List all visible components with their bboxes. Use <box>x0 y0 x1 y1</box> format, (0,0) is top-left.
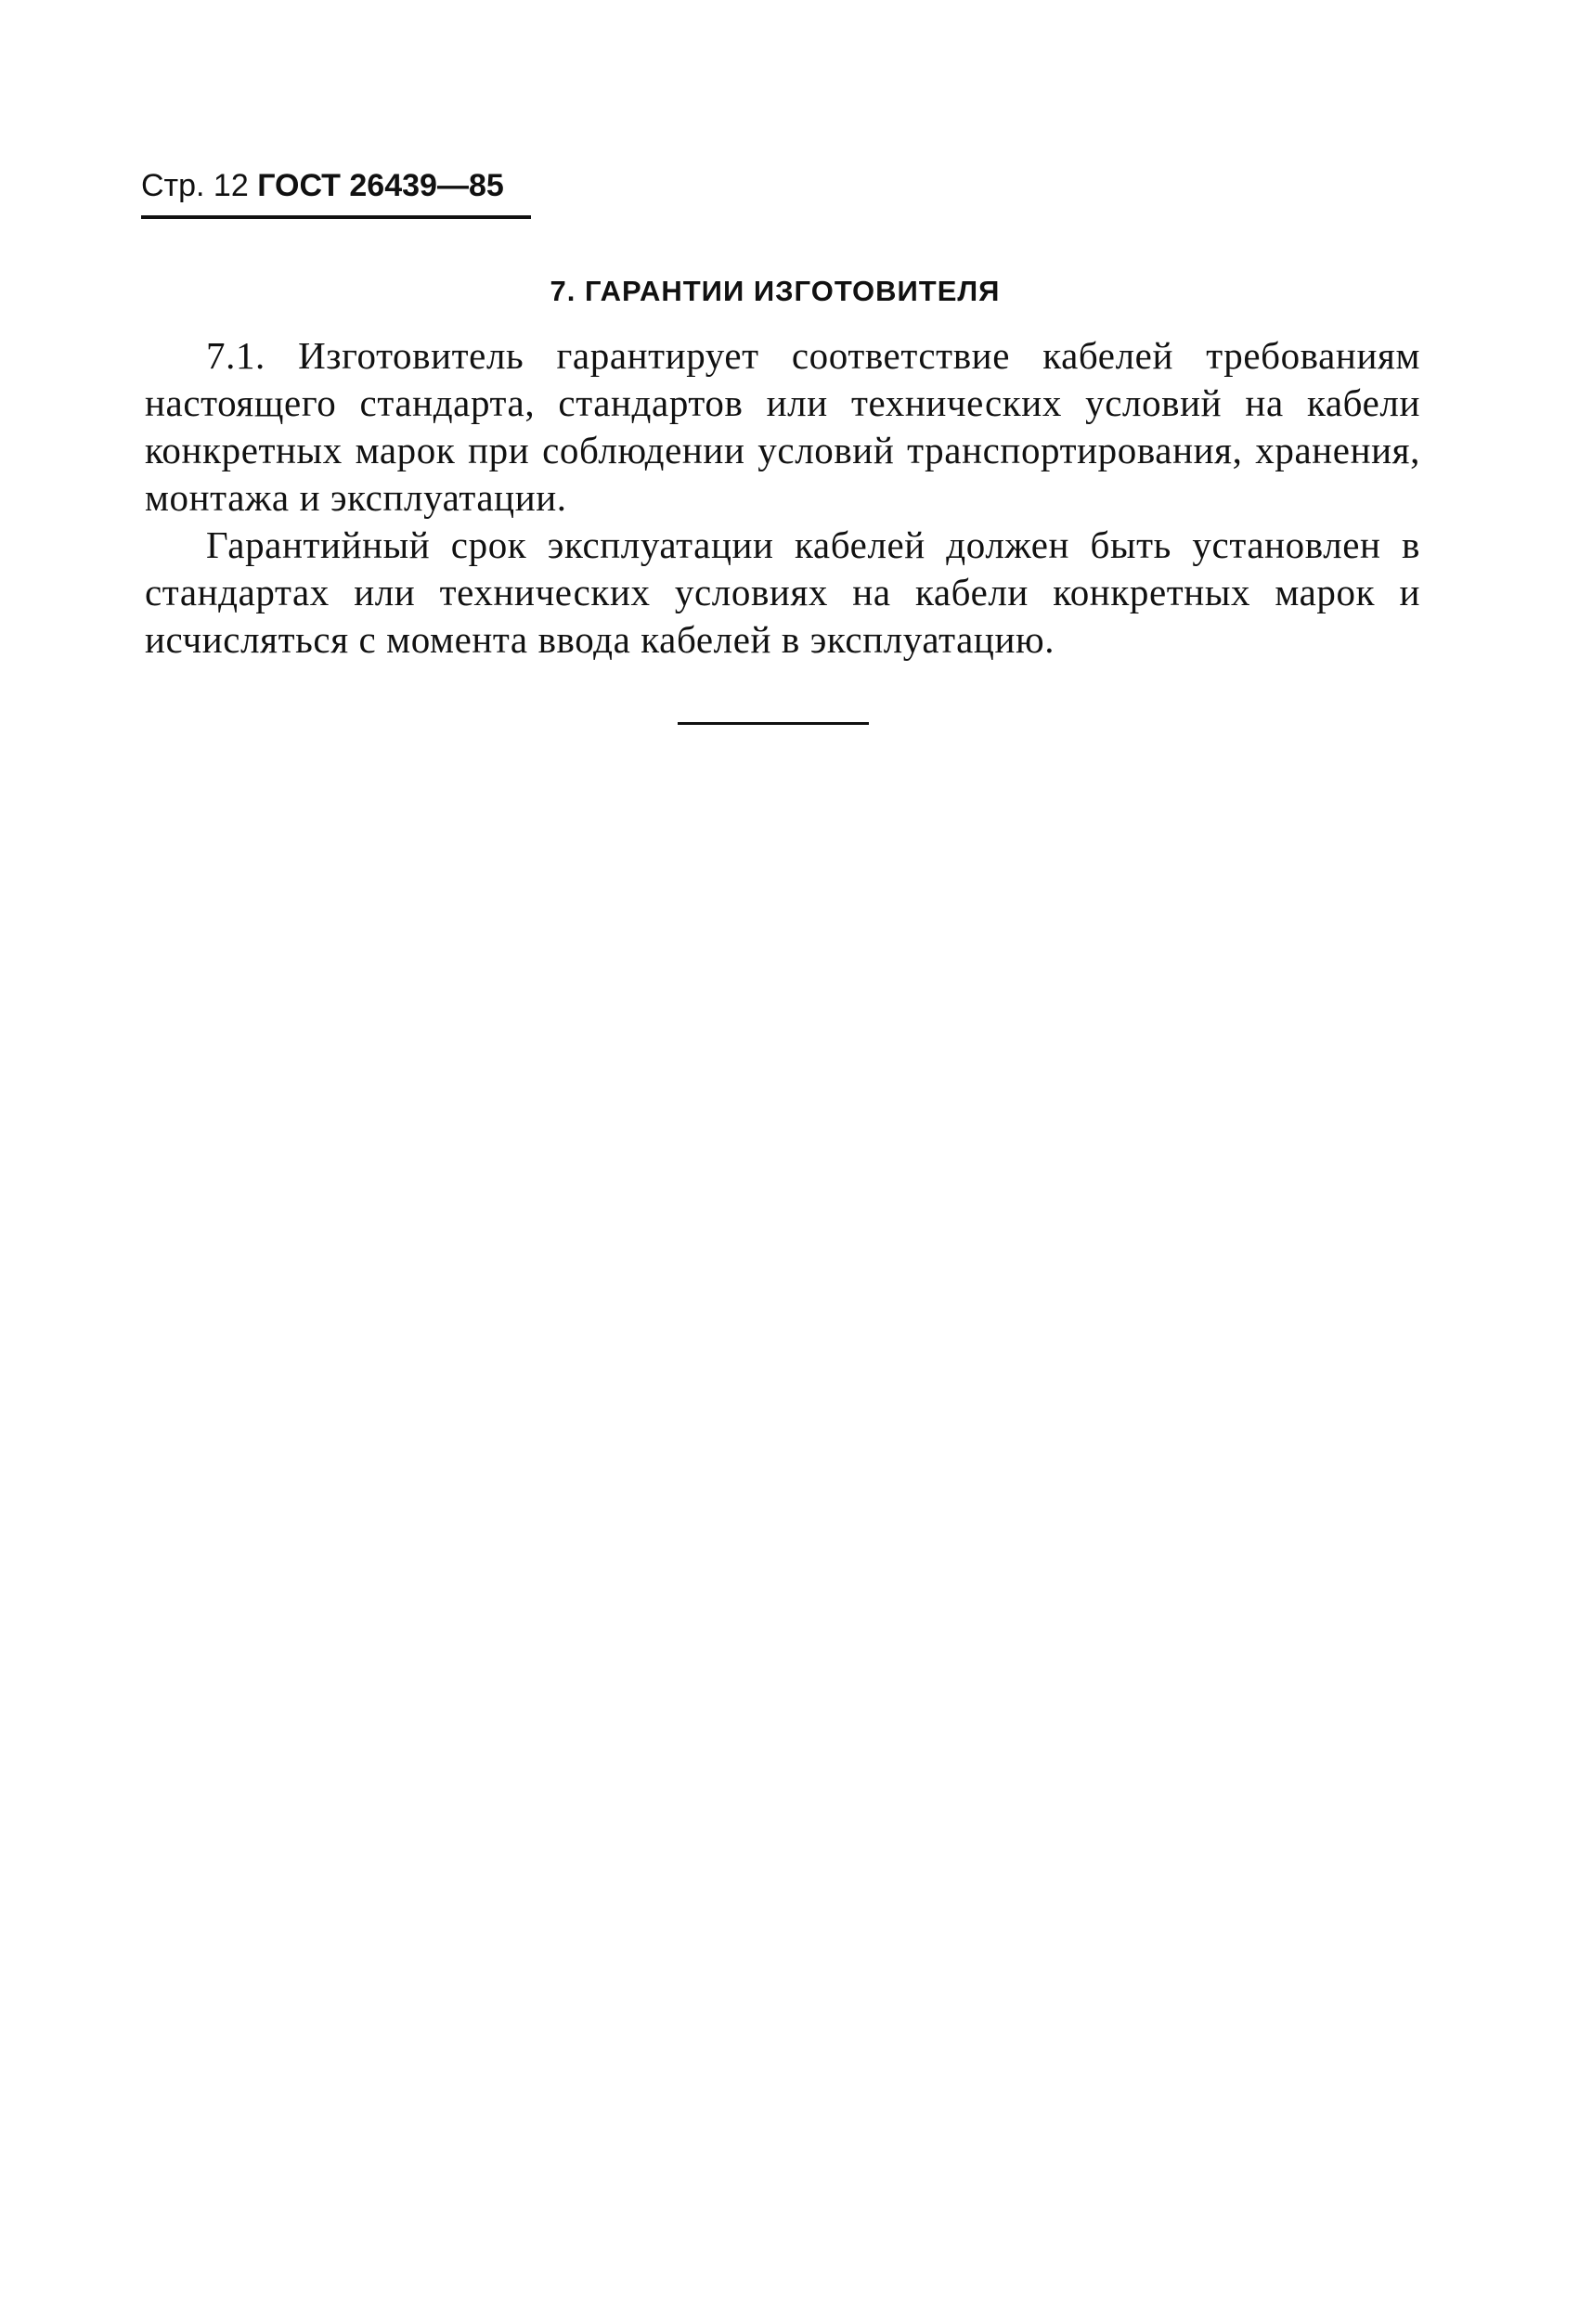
standard-code: ГОСТ 26439—85 <box>257 168 504 203</box>
section-body <box>145 332 1420 664</box>
page-number-label: Стр. 12 <box>141 168 249 203</box>
section-heading: 7. ГАРАНТИИ ИЗГОТОВИТЕЛЯ <box>550 275 1001 307</box>
paragraph-warranty-period: Гарантийный срок эксплуатации кабелей должен быть установлен в стандартах или технических условиях на кабели конкретных марок и исчисляться с момента ввода кабелей в эксплуатацию. <box>145 523 1420 661</box>
header-text <box>141 167 504 204</box>
page-header <box>141 163 531 223</box>
paragraph-7-1: 7.1. Изготовитель гарантирует соответствие кабелей требованиям настоящего стандарта, стандартов или технических условий на кабели конкретных марок при соблюдении условий транспортирования, хранения, монтажа и эксплуатации. <box>145 334 1420 519</box>
header-rule <box>141 215 531 219</box>
end-of-section-rule <box>678 722 869 725</box>
